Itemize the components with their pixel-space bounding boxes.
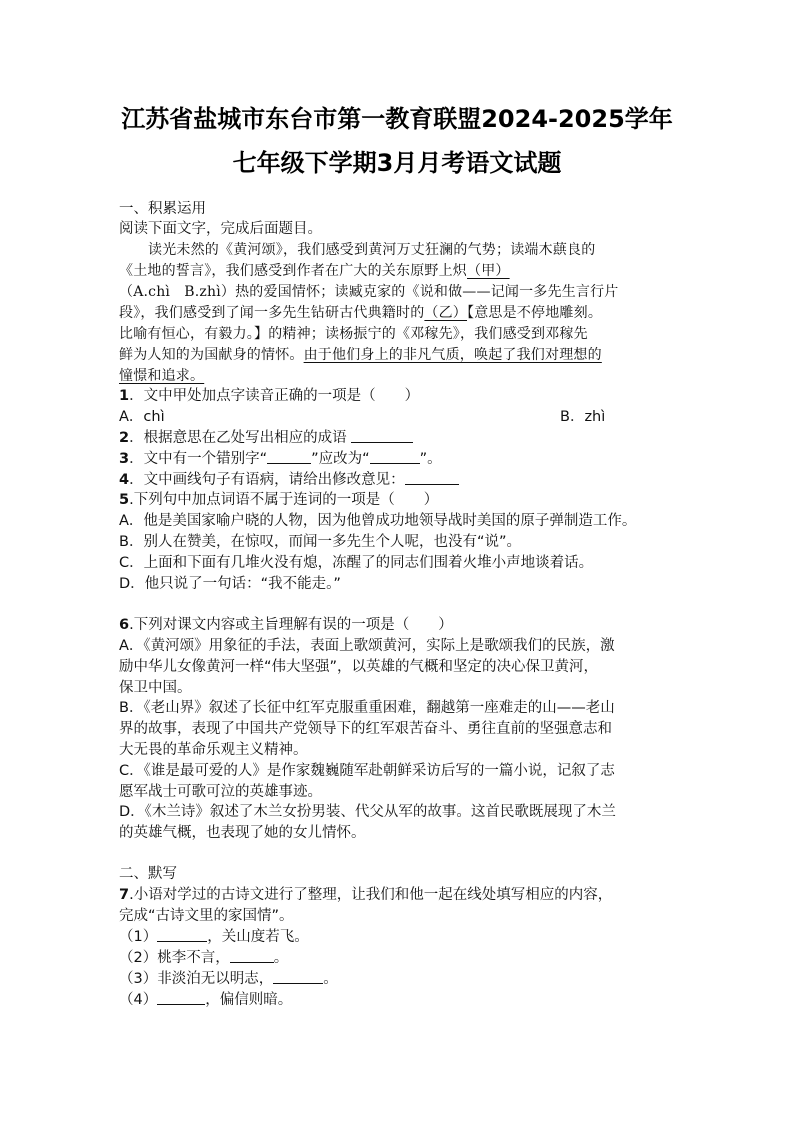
question-text: ．文中画线句子有语病，请给出修改意见： xyxy=(129,472,405,488)
blank-yi: （乙） xyxy=(424,305,468,321)
question-text: ．文中甲处加点字读音正确的一项是（ ） xyxy=(129,388,420,404)
passage-line: 读光未然的《黄河颂》，我们感受到黄河万丈狂澜的气势；读端木蕻良的 xyxy=(148,242,596,258)
underlined-sentence: 由于他们身上的非凡气质，唤起了我们对理想的 xyxy=(303,347,602,363)
passage-line xyxy=(119,345,602,365)
option-b: B．zhì xyxy=(560,409,606,425)
question-text: ．根据意思在乙处写出相应的成语 xyxy=(129,430,347,446)
question-number: 7 xyxy=(119,887,130,903)
item-text: ，关山度若飞。 xyxy=(207,929,309,945)
passage-text: 【意思是不停地雕刻。 xyxy=(467,305,603,321)
question-3 xyxy=(119,449,442,469)
question-text: .下列句中加点词语不属于连词的一项是（ ） xyxy=(129,492,439,508)
item-text: （2）桃李不言， xyxy=(119,950,230,966)
passage-text: 鲜为人知的为国献身的情怀。 xyxy=(119,347,304,363)
question-number: 4 xyxy=(119,472,130,488)
option-a-cont: 保卫中国。 xyxy=(119,680,192,696)
option-c: C．上面和下面有几堆火没有熄，冻醒了的同志们围着火堆小声地谈着话。 xyxy=(119,555,594,571)
question-number: 6 xyxy=(119,617,130,633)
option-b-cont: 大无畏的革命乐观主义精神。 xyxy=(119,742,308,758)
answer-blank[interactable] xyxy=(267,449,311,464)
question-2 xyxy=(119,428,413,448)
question-number: 2 xyxy=(119,430,130,446)
section-heading-dictation: 二、默写 xyxy=(119,866,177,882)
answer-blank[interactable] xyxy=(157,927,207,942)
passage-text: 《土地的誓言》，我们感受到作者在广大的关东原野上炽 xyxy=(119,263,467,279)
reading-instruction: 阅读下面文字，完成后面题目。 xyxy=(119,221,322,237)
option-a: A．chì xyxy=(119,409,165,425)
option-c: C．《谁是最可爱的人》是作家魏巍随军赴朝鲜采访后写的一篇小说，记叙了志 xyxy=(119,763,615,779)
question-number: 1 xyxy=(119,388,130,404)
option-a: A．《黄河颂》用象征的手法，表面上歌颂黄河，实际上是歌颂我们的民族，激 xyxy=(119,638,615,654)
underlined-sentence: 憧憬和追求。 xyxy=(119,368,205,384)
passage-line: （A.chì B.zhì）热的爱国情怀；读臧克家的《说和做——记闻一多先生言行片 xyxy=(119,284,619,300)
answer-blank[interactable] xyxy=(351,428,413,443)
blank-jia: （甲） xyxy=(467,263,510,279)
passage-line xyxy=(119,303,602,323)
question-6 xyxy=(119,615,453,635)
option-b: B．别人在赞美，在惊叹，而闻一多先生个人呢，也没有“说”。 xyxy=(119,534,521,550)
option-d: D．他只说了一句话：“我不能走。” xyxy=(119,576,341,592)
passage-line: 比喻有恒心，有毅力。】的精神；读杨振宁的《邓稼先》，我们感受到邓稼先 xyxy=(119,326,588,342)
item-text: （3）非淡泊无以明志， xyxy=(119,971,274,987)
dictation-item-1 xyxy=(119,927,309,947)
exam-title-line2: 七年级下学期3月月考语文试题 xyxy=(232,149,562,177)
dictation-item-3 xyxy=(119,969,338,989)
dictation-item-2 xyxy=(119,948,288,968)
option-c-cont: 愿军战士可歌可泣的英雄事迹。 xyxy=(119,784,322,800)
option-b-cont: 界的故事，表现了中国共产党领导下的红军艰苦奋斗、勇往直前的坚强意志和 xyxy=(119,721,612,737)
question-text: ．文中有一个错别字“ xyxy=(129,451,268,467)
option-a-cont: 励中华儿女像黄河一样“伟大坚强”，以英雄的气概和坚定的决心保卫黄河， xyxy=(119,659,599,675)
question-text: .下列对课文内容或主旨理解有误的一项是（ ） xyxy=(129,617,453,633)
passage-line xyxy=(119,261,510,281)
question-number: 5 xyxy=(119,492,130,508)
item-number: （1） xyxy=(119,929,158,945)
question-5 xyxy=(119,490,438,510)
section-heading-accumulation: 一、积累运用 xyxy=(119,201,206,217)
answer-blank[interactable] xyxy=(157,990,205,1005)
question-4 xyxy=(119,470,459,490)
item-number: （4） xyxy=(119,992,158,1008)
item-text: 。 xyxy=(323,971,338,987)
option-d: D．《木兰诗》叙述了木兰女扮男装、代父从军的故事。这首民歌既展现了木兰 xyxy=(119,804,616,820)
item-text: ，偏信则暗。 xyxy=(205,992,293,1008)
option-d-cont: 的英雄气概，也表现了她的女儿情怀。 xyxy=(119,825,366,841)
answer-blank[interactable] xyxy=(230,948,274,963)
dictation-item-4 xyxy=(119,990,292,1010)
question-text: ”。 xyxy=(419,451,442,467)
answer-blank[interactable] xyxy=(370,449,420,464)
question-1 xyxy=(119,386,419,406)
question-number: 3 xyxy=(119,451,130,467)
question-text: ”应改为“ xyxy=(311,451,370,467)
question-7-cont: 完成“古诗文里的家国情”。 xyxy=(119,908,294,924)
option-a: A．他是美国家喻户晓的人物，因为他曾成功地领导战时美国的原子弹制造工作。 xyxy=(119,513,637,529)
question-7 xyxy=(119,885,612,905)
answer-blank[interactable] xyxy=(405,470,459,485)
question-text: .小语对学过的古诗文进行了整理，让我们和他一起在线处填写相应的内容， xyxy=(129,887,613,903)
passage-line xyxy=(119,366,204,386)
passage-text: 段》，我们感受到了闻一多先生钻研古代典籍时的 xyxy=(119,305,425,321)
exam-title-line1: 江苏省盐城市东台市第一教育联盟2024-2025学年 xyxy=(121,105,673,133)
item-text: 。 xyxy=(273,950,289,966)
answer-blank[interactable] xyxy=(273,969,323,984)
option-b: B．《老山界》叙述了长征中红军克服重重困难，翻越第一座难走的山——老山 xyxy=(119,700,615,716)
